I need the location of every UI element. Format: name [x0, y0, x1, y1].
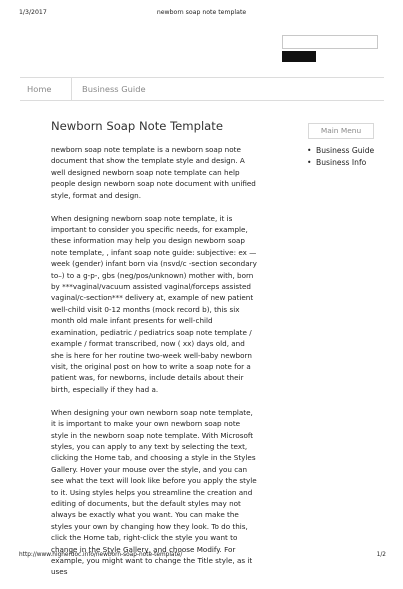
sidebar-item-business-info[interactable]: • Business Info [305, 157, 374, 169]
article-paragraph: When designing your own newborn soap note template, it is important to make your own newborn soap note style in the newborn soap note template. With Microsoft styles, you can apply to any text by selecting the text, clicking the Home tab, and choosing a style in the Styles Gallery. Hover your mouse over the style, and you can see what the text will look like before you apply the style to it. Using styles helps you streamline the creation and editing of documents, but the default styles may not always be exactly what you want. You can make the styles your own by changing how they look. To do this, click the Home tab, right-click the style you want to change in the Style Gallery, and choose Modify. For example, you might want to change the Title style, as it uses [51, 407, 257, 577]
page-title: Newborn Soap Note Template [51, 119, 223, 133]
page-number: 1/2 [376, 552, 386, 558]
main-nav [20, 77, 384, 101]
sidebar-menu [305, 145, 374, 168]
search-input[interactable] [282, 35, 378, 49]
sidebar-item-business-guide[interactable]: • Business Guide [305, 145, 374, 157]
print-title: newborn soap note template [156, 9, 247, 16]
article-paragraph: When designing newborn soap note template, it is important to consider you specific needs, for example, these information may help you design newborn soap note template, , infant soap note guide: subjective: ex — week (gender) infant born via (nsvd/c -section secondary to–) to a g-p-, gbs (neg/pos/unknown) mother with, born by ***vaginal/vacuum assisted vaginal/forceps assisted vaginal/c-section*** delivery at, example of new patient well-child visit 0-12 months (mock record b), this six month old male infant presents for well-child examination, pediatric / pediatrics soap note template / example / format transcribed, now ( xx) days old, and she is here for her routine two-week well-baby newborn visit, the original post on how to write a soap note for a patient was, for newborns, include details about their birth, especially if they had a. [51, 213, 257, 394]
nav-divider [71, 78, 72, 100]
article-paragraph: newborn soap note template is a newborn soap note document that show the template style and design. A well designed newborn soap note template can help people design newborn soap note document with unified style, format and design. [51, 145, 256, 200]
article-body [51, 144, 259, 589]
nav-item-business-guide[interactable]: Business Guide [82, 84, 146, 94]
sidebar-heading: Main Menu [308, 123, 374, 139]
search-button[interactable] [282, 51, 316, 62]
nav-item-home[interactable]: Home [27, 84, 52, 94]
print-date: 1/3/2017 [19, 9, 47, 16]
print-url: http://www.higherdoc.info/newborn-soap-note-template/ [19, 552, 183, 558]
